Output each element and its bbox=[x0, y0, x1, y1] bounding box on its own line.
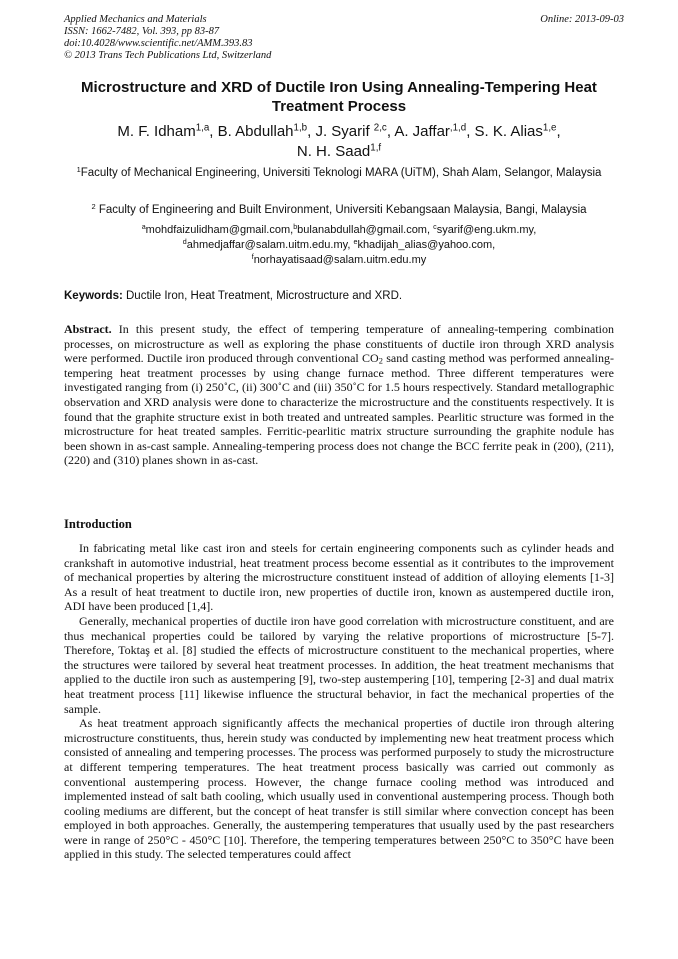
email-link[interactable]: mohdfaizulidham@gmail.com bbox=[145, 224, 291, 236]
affiliation: $^1$Faculty of Mechanical Engineering, Universiti Teknologi MARA (UiTM), Shah Alam, Selangor, Malaysia bbox=[76, 164, 602, 179]
paragraph: In fabricating metal like cast iron and steels for certain engineering components such as cylinder heads and crankshaft in automotive industrial, heat treatment process become essential as it contributes to the improvement of mechanical properties by altering the microstructure constituent instead of addition of alloying elements [1-3] As a result of heat treatment to ductile iron, new properties of ductile iron, known as austempered ductile iron, ADI have been produced [1,4]. bbox=[64, 541, 614, 614]
author: J. Syarif $^{2,c}$ bbox=[315, 122, 387, 140]
author: M. F. Idham$^{1,a}$ bbox=[117, 122, 210, 140]
paragraph: Generally, mechanical properties of ductile iron have good correlation with microstructure constituent, and are thus mechanical properties could be tailored by varying the relative proportions of microstructure [5-7]. Therefore, Toktaş et al. [8] studied the effects of microstructure constituent to the mechanical properties, where the structures were tailored by several heat treatment processes. In addition, the heat treatment mechanisms that applied to the ductile iron such as austempering [9], two-step austempering [10], tempering [2-3] and dual matrix heat treatment process [11] likewise influence the structural behavior, in fact the mechanical properties of the sample. bbox=[64, 613, 614, 716]
keywords-label: Keywords: bbox=[64, 290, 123, 302]
email-link[interactable]: norhayatisaad@salam.uitm.edu.my bbox=[253, 254, 427, 266]
author-list: M. F. Idham$^{1,a}$, B. Abdullah$^{1,b}$, J. Syarif $^{2,c}$, A. Jaffar$^{,1,d}$, S. K. Alias$^{1,e}$, N. H. Saad$^{1,f}$ bbox=[117, 122, 561, 160]
author: B. Abdullah$^{1,b}$ bbox=[217, 122, 308, 140]
issn: ISSN: 1662-7482, Vol. 393, pp 83-87 bbox=[64, 26, 220, 37]
affiliation: $^2$ Faculty of Engineering and Built Environment, Universiti Kebangsaan Malaysia, Bangi, Malaysia bbox=[91, 201, 587, 216]
author: N. H. Saad$^{1,f}$ bbox=[296, 142, 382, 160]
email-list: $^a$mohdfaizulidham@gmail.com,$^b$bulanabdullah@gmail.com, $^c$syarif@eng.ukm.my, $^d$ahmedjaffar@salam.uitm.edu.my, $^e$khadijah_alias@yahoo.com, $^f$norhayatisaad@salam.uitm.edu.my bbox=[141, 223, 537, 266]
abstract-label: Abstract. bbox=[64, 322, 112, 336]
author: S. K. Alias$^{1,e}$ bbox=[474, 122, 557, 140]
doi: doi:10.4028/www.scientific.net/AMM.393.83 bbox=[64, 38, 253, 49]
keywords-text: Ductile Iron, Heat Treatment, Microstructure and XRD. bbox=[126, 290, 403, 302]
abstract: Abstract. In this present study, the effect of tempering temperature of annealing-tempering combination processes, on microstructure as well as exploring the phase constituents of ductile iron through XRD analysis were performed. Ductile iron produced through conventional $CO_2$ sand casting method was performed annealing-tempering heat treatment processes by using change furnace method. Three different temperatures were investigated ranging from (i) 250˚C, (ii) 300˚C and (iii) 350˚C for 1.5 hours respectively. Standard metallographic observation and XRD analysis were done to characterize the microstructure and the constituents respectively. It is found that the graphite structure exist in both treated and untreated samples. Pearlitic structure was formed in the microstructure for heat treated samples. Ferritic-pearlitic matrix structure surrounding the graphite nodule has been shown in as-cast sample. Annealing-tempering process does not change the BCC ferrite peak in (200), (211), (220) and (310) planes shown in as-cast. bbox=[64, 322, 615, 468]
email-link[interactable]: ahmedjaffar@salam.uitm.edu.my bbox=[186, 239, 348, 251]
email-link[interactable]: khadijah_alias@yahoo.com bbox=[357, 239, 493, 251]
author: A. Jaffar$^{,1,d}$ bbox=[394, 122, 467, 140]
online-date: Online: 2013-09-03 bbox=[540, 14, 624, 25]
email-link[interactable]: syarif@eng.ukm.my bbox=[436, 224, 534, 236]
journal-header bbox=[64, 14, 624, 62]
introduction-body bbox=[64, 541, 614, 862]
email-link[interactable]: bulanabdullah@gmail.com bbox=[297, 224, 427, 236]
paragraph: As heat treatment approach significantly affects the mechanical properties of ductile iron through altering microstructure constituents, thus, herein study was conducted by implementing new heat treatment process which consisted of annealing and tempering processes. The process was performed purposely to study the microstructure at different tempering temperatures. The heat treatment process basically was carried out commonly as conventional austempering process. However, the change furnace cooling method was introduced and implemented instead of salt bath cooling, which usually used in conventional austempering process. Though both cooling mediums are different, but the concept of heat transfer is still similar where convection concept has been employed in both approaches. Generally, the austempering temperatures that usually used by the past researchers were in range of 250°C - 450°C [10]. Therefore, the tempering temperatures between 250°C to 350°C have been applied in this study. The selected temperatures could affect bbox=[64, 716, 614, 862]
keywords bbox=[64, 289, 614, 304]
section-heading: Introduction bbox=[64, 517, 132, 531]
journal-name: Applied Mechanics and Materials bbox=[64, 14, 207, 25]
paper-title: Microstructure and XRD of Ductile Iron Using Annealing-Tempering Heat Treatment Process bbox=[81, 79, 597, 115]
copyright: © 2013 Trans Tech Publications Ltd, Switzerland bbox=[64, 50, 272, 61]
